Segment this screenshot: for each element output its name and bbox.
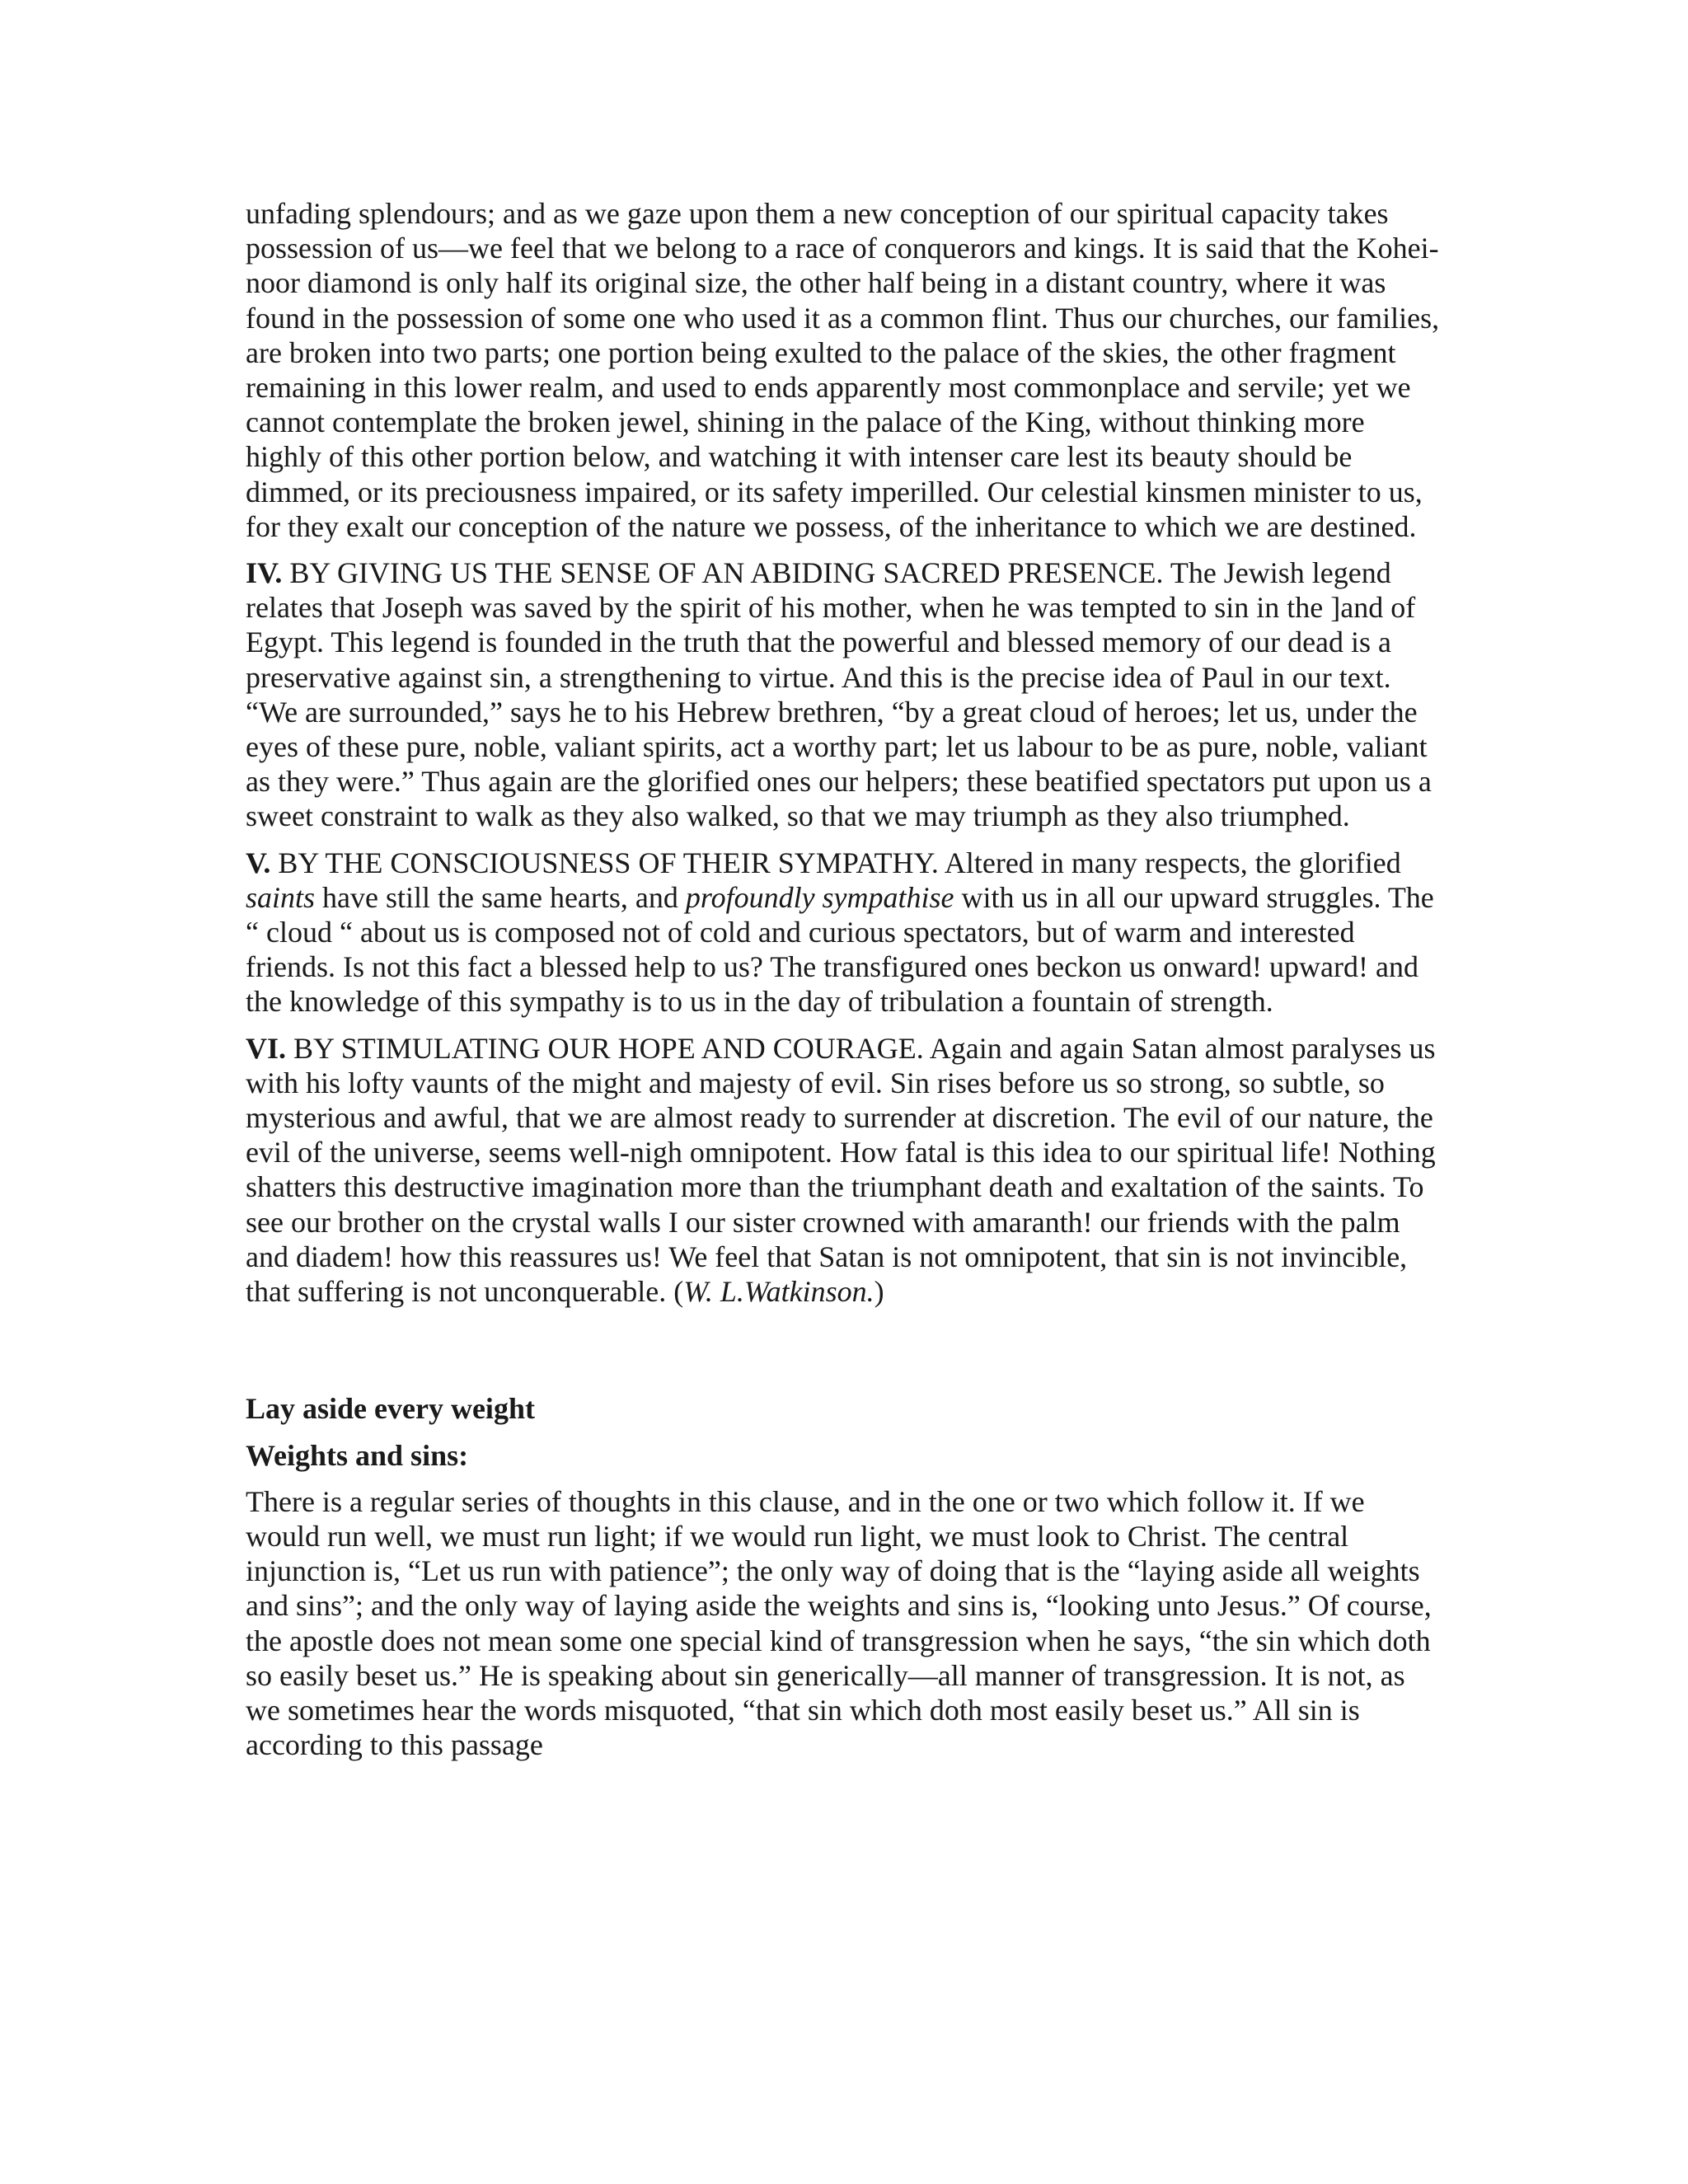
paragraph-point-v <box>246 846 1446 1019</box>
numeral-iv: IV. <box>246 556 283 590</box>
section-heading: Lay aside every weight <box>246 1392 535 1426</box>
italic-saints: saints <box>246 880 316 914</box>
paragraph-weights-and-sins: There is a regular series of thoughts in this clause, and in the one or two which follow it. If we would run well, we must run light; if we would run light, we must look to Christ. The central injunction is, “Let us run with patience”; the only way of doing that is the “laying aside all weights and sins”; and the only way of laying aside the weights and sins is, “looking unto Jesus.” Of course, the apostle does not mean some one special kind of transgression when he says, “the sin which doth so easily beset us.” He is speaking about sin generically—all manner of transgression. It is not, as we sometimes hear the words misquoted, “that sin which doth most easily beset us.” All sin is according to this passage <box>246 1484 1432 1762</box>
document-page <box>246 196 1446 1762</box>
subsection-heading: Weights and sins: <box>246 1438 469 1472</box>
paragraph-celestial-kinsmen: unfading splendours; and as we gaze upon them a new conception of our spiritual capacity takes possession of us—we feel that we belong to a race of conquerors and kings. It is said that the Kohei-noor diamond is only half its original size, the other half being in a distant country, where it was found in the possession of some one who used it as a common flint. Thus our churches, our families, are broken into two parts; one portion being exulted to the palace of the skies, the other fragment remaining in this lower realm, and used to ends apparently most commonplace and servile; yet we cannot contemplate the broken jewel, shining in the palace of the King, without thinking more highly of this other portion below, and watching it with intenser care lest its beauty should be dimmed, or its preciousness impaired, or its safety imperilled. Our celestial kinsmen minister to us, for they exalt our conception of the nature we possess, of the inheritance to which we are destined. <box>246 197 1440 543</box>
paragraph-point-iv-text: BY GIVING US THE SENSE OF AN ABIDING SACRED PRESENCE. The Jewish legend relates that Joseph was saved by the spirit of his mother, when he was tempted to sin in the ]and of Egypt. This legend is founded in the truth that the powerful and blessed memory of our dead is a preservative against sin, a strengthening to virtue. And this is the precise idea of Paul in our text. “We are surrounded,” says he to his Hebrew brethren, “by a great cloud of heroes; let us, under the eyes of these pure, noble, valiant spirits, act a worthy part; let us labour to be as pure, noble, valiant as they were.” Thus again are the glorified ones our helpers; these beatified spectators put upon us a sweet constraint to walk as they also walked, so that we may triumph as they also triumphed. <box>246 556 1432 833</box>
paragraph-point-iv <box>246 555 1446 834</box>
paragraph-point-v-text-b: have still the same hearts, and <box>315 880 686 914</box>
paragraph-point-v-text-a: BY THE CONSCIOUSNESS OF THEIR SYMPATHY. Altered in many respects, the glorified <box>270 846 1401 879</box>
numeral-vi: VI. <box>246 1031 287 1065</box>
author-citation: W. L.Watkinson. <box>683 1275 874 1309</box>
numeral-v: V. <box>246 846 271 879</box>
paragraph-point-v-text-c: with us in all our upward struggles. The “ cloud “ about us is composed not of cold and curious spectators, but of warm and interested friends. Is not this fact a blessed help to us? The transfigured ones beckon us onward! upward! and the knowledge of this sympathy is to us in the day of tribulation a fountain of strength. <box>246 880 1434 1019</box>
italic-profoundly-sympathise: profoundly sympathise <box>685 880 954 914</box>
paragraph-point-vi-text: BY STIMULATING OUR HOPE AND COURAGE. Again and again Satan almost paralyses us with his lofty vaunts of the might and majesty of evil. Sin rises before us so strong, so subtle, so mysterious and awful, that we are almost ready to surrender at discretion. The evil of our nature, the evil of the universe, seems well-nigh omnipotent. How fatal is this idea to our spiritual life! Nothing shatters this destructive imagination more than the triumphant death and exaltation of the saints. To see our brother on the crystal walls I our sister crowned with amaranth! our friends with the palm and diadem! how this reassures us! We feel that Satan is not omnipotent, that sin is not invincible, that suffering is not unconquerable. ( <box>246 1031 1436 1309</box>
paragraph-point-vi <box>246 1031 1446 1310</box>
citation-close: ) <box>874 1275 884 1309</box>
